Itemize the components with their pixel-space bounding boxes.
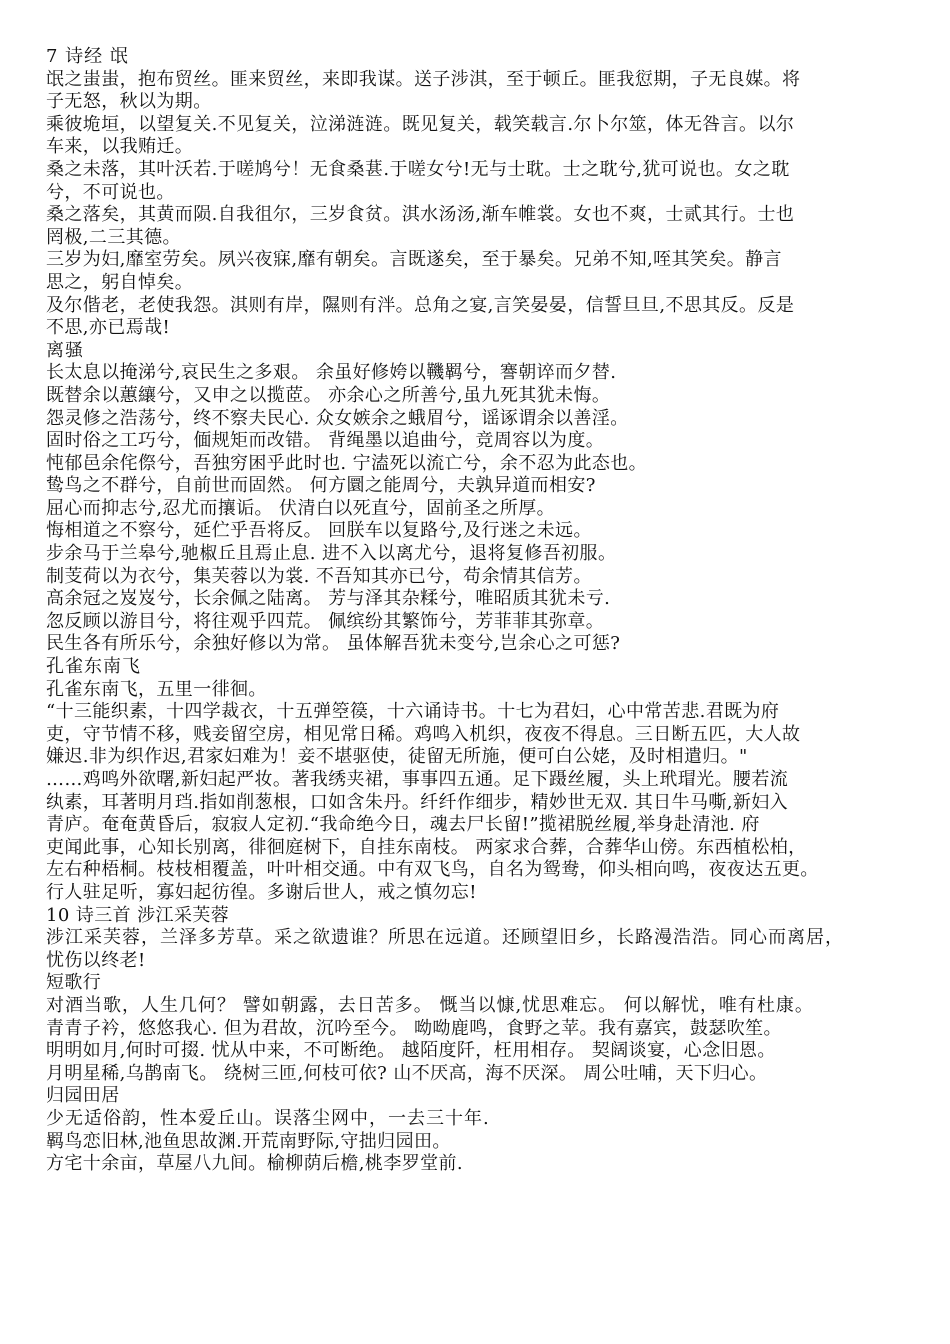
section-heading: 少无适俗韵，性本爱丘山。误落尘网中，一去三十年. [46,1107,490,1129]
text-line: 忧伤以终老! [46,949,146,971]
text-line: 纨素，耳著明月珰.指如削葱根，口如含朱丹。纤纤作细步，精妙世无双. 其日牛马嘶,新妇入 [46,791,789,813]
text-line: 民生各有所乐兮，余独好修以为常。 虽体解吾犹未变兮,岂余心之可惩? [46,633,621,655]
text-line: ……鸡鸣外欲曙,新妇起严妆。著我绣夹裙，事事四五通。足下蹑丝履，头上玳瑁光。腰若流 [46,769,789,790]
section-heading: 离骚 [46,339,84,361]
text-line: 吏闻此事，心知长别离，徘徊庭树下，自挂东南枝。 两家求合葬，合葬华山傍。东西植松柏， [46,836,807,858]
text-line: “十三能织素，十四学裁衣，十五弹箜篌，十六诵诗书。十七为君妇，心中常苦悲.君既为府 [46,701,780,723]
text-line: 短歌行 [46,972,102,994]
text-line: 长太息以掩涕兮,哀民生之多艰。 余虽好修姱以鞿羁兮，謇朝谇而夕替. [46,362,617,384]
text-line: 既替余以蕙纕兮，又申之以揽茝。 亦余心之所善兮,虽九死其犹未悔。 [46,384,611,406]
text-line: 明明如月,何时可掇. 忧从中来，不可断绝。 越陌度阡，枉用相存。 契阔谈宴，心念旧恩。 [46,1040,776,1062]
text-line: 鸷鸟之不群兮，自前世而固然。 何方圜之能周兮，夫孰异道而相安? [46,475,596,497]
text-line: 忳郁邑余侘傺兮，吾独穷困乎此时也. 宁溘死以流亡兮，余不忍为此态也。 [46,452,648,474]
section-heading: 对酒当歌，人生几何？ 譬如朝露，去日苦多。 慨当以慷,忧思难忘。 何以解忧，唯有杜康。 [46,994,814,1016]
text-line: 制芰荷以为衣兮，集芙蓉以为裳. 不吾知其亦已兮，苟余情其信芳。 [46,565,592,587]
text-line: 乘彼垝垣，以望复关.不见复关，泣涕涟涟。既见复关，载笑载言.尔卜尔筮，体无咎言。以尔 [46,113,795,135]
text-line: 氓之蚩蚩，抱布贸丝。匪来贸丝，来即我谋。送子涉淇，至于顿丘。匪我愆期，子无良媒。将 [46,68,801,90]
text-line: 桑之落矣，其黄而陨.自我徂尔，三岁食贫。淇水汤汤,渐车帷裳。女也不爽，士贰其行。士也 [46,204,795,226]
text-line: 桑之未落，其叶沃若.于嗟鸠兮！无食桑葚.于嗟女兮!无与士耽。士之耽兮,犹可说也。女之耽 [46,158,790,180]
text-line: 青青子衿，悠悠我心. 但为君故，沉吟至今。 呦呦鹿鸣，食野之苹。我有嘉宾，鼓瑟吹笙。 [46,1017,782,1039]
text-line: 左右种梧桐。枝枝相覆盖，叶叶相交通。中有双飞鸟，自名为鸳鸯，仰头相向鸣，夜夜达五更。 [46,859,819,881]
section-heading: 7 诗经 氓 [46,46,129,67]
text-line: 高余冠之岌岌兮，长余佩之陆离。 芳与泽其杂糅兮，唯昭质其犹未亏. [46,588,611,610]
text-line: 步余马于兰皋兮,驰椒丘且焉止息. 进不入以离尤兮，退将复修吾初服。 [46,543,617,565]
text-line: 忽反顾以游目兮，将往观乎四荒。 佩缤纷其繁饰兮，芳菲菲其弥章。 [46,610,605,632]
document-body [46,46,908,1176]
text-line: 屈心而抑志兮,忍尤而攘诟。 伏清白以死直兮，固前圣之所厚。 [46,497,556,519]
text-line: 三岁为妇,靡室劳矣。夙兴夜寐,靡有朝矣。言既遂矣，至于暴矣。兄弟不知,咥其笑矣。静言 [46,249,782,271]
section-heading: 涉江采芙蓉，兰泽多芳草。采之欲遗谁？所思在远道。还顾望旧乡，长路漫浩浩。同心而离居， [46,927,844,949]
section-heading: 孔雀东南飞 [46,656,141,678]
text-line: 孔雀东南飞，五里一徘徊。 [46,678,267,700]
text-line: 月明星稀,乌鹊南飞。 绕树三匝,何枝可依? 山不厌高，海不厌深。 周公吐哺，天下归心。 [46,1062,768,1084]
text-line: 悔相道之不察兮，延伫乎吾将反。 回朕车以复路兮,及行迷之未远。 [46,520,592,542]
text-line: 子无怒，秋以为期。 [46,91,212,113]
text-line: 归园田居 [46,1085,120,1107]
text-line: 嫌迟.非为织作迟,君家妇难为！妾不堪驱使，徒留无所施，便可白公姥，及时相遣归。" [46,746,748,768]
text-line: 思之，躬自悼矣。 [46,271,194,293]
text-line: 方宅十余亩，草屋八九间。榆柳荫后檐,桃李罗堂前. [46,1153,464,1175]
text-line: 及尔偕老，老使我怨。淇则有岸，隰则有泮。总角之宴,言笑晏晏，信誓旦旦,不思其反。反是 [46,294,795,316]
text-line: 罔极,二三其德。 [46,226,181,248]
text-line: 兮，不可说也。 [46,181,175,203]
text-line: 吏，守节情不移，贱妾留空房，相见常日稀。鸡鸣入机织，夜夜不得息。三日断五匹，大人故 [46,723,801,745]
text-line: 不思,亦已焉哉! [46,317,171,339]
text-line: 10 诗三首 涉江采芙蓉 [46,904,230,926]
text-line: 固时俗之工巧兮，偭规矩而改错。 背绳墨以追曲兮，竞周容以为度。 [46,430,605,452]
text-line: 青庐。奄奄黄昏后，寂寂人定初.“我命绝今日，魂去尸长留!”揽裙脱丝履,举身赴清池. 府 [46,814,760,836]
text-line: 车来，以我贿迁。 [46,136,194,158]
text-line: 行人驻足听，寡妇起彷徨。多谢后世人，戒之慎勿忘! [46,881,477,903]
text-line: 羁鸟恋旧林,池鱼思故渊.开荒南野际,守拙归园田。 [46,1130,451,1152]
text-line: 怨灵修之浩荡兮，终不察夫民心. 众女嫉余之蛾眉兮，谣诼谓余以善淫。 [46,407,629,429]
